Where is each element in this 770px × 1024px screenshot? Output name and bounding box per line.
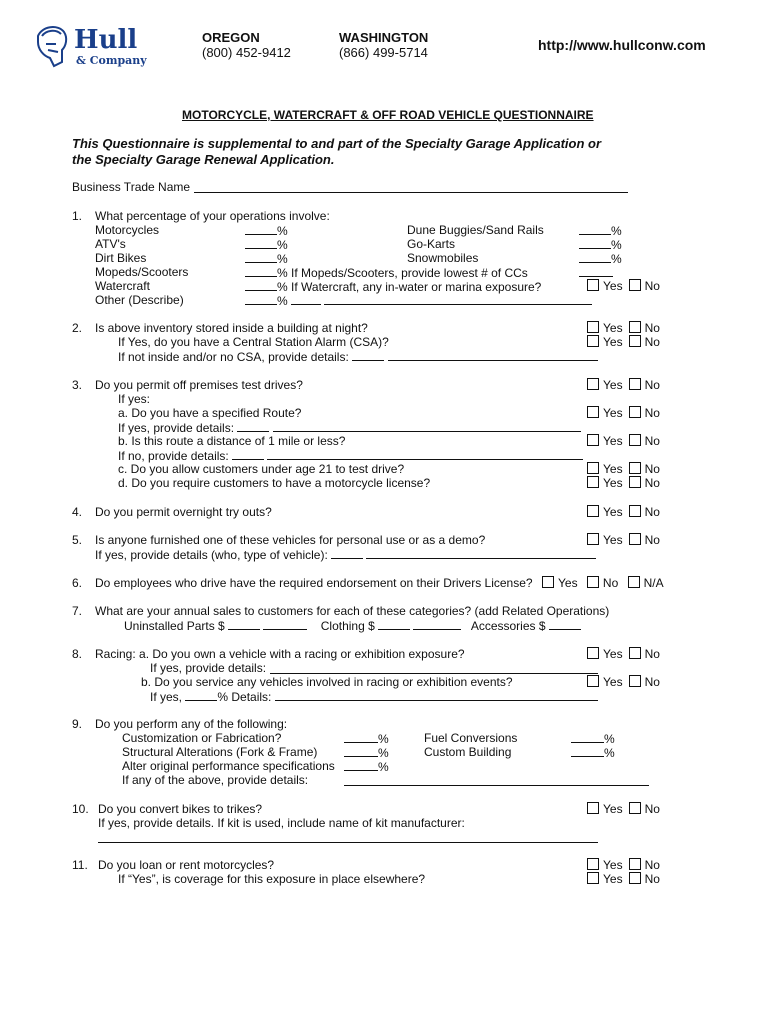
q8-b-no-checkbox[interactable] — [629, 675, 641, 687]
q1-label-go-karts: Go-Karts — [407, 237, 456, 251]
no-label: No — [644, 378, 660, 392]
q1-label-dune-buggies: Dune Buggies/Sand Rails — [407, 223, 544, 237]
no-label: No — [644, 533, 660, 547]
q9-label-alter: Alter original performance specifications — [122, 759, 335, 773]
q1-motorcycles-pct-field[interactable] — [245, 223, 277, 235]
q8-a-no-checkbox[interactable] — [629, 647, 641, 659]
logo-sub-text: & Company — [76, 54, 147, 67]
q8-b-details-post: % Details: — [217, 690, 272, 704]
q11-elsewhere-yes-checkbox[interactable] — [587, 872, 599, 884]
yes-label: Yes — [603, 802, 623, 816]
pct-sign: % — [604, 732, 615, 746]
q8-a-details-label: If yes, provide details: — [150, 661, 267, 675]
q1-other-pct-field[interactable] — [245, 293, 277, 305]
yes-label: Yes — [603, 476, 623, 490]
q1-snowmobiles-pct-field[interactable] — [579, 251, 611, 263]
oregon-phone: (800) 452-9412 — [202, 45, 291, 60]
q9-details-label: If any of the above, provide details: — [122, 773, 309, 787]
q2-number: 2. — [72, 321, 83, 335]
q3-d-no-checkbox[interactable] — [629, 476, 641, 488]
q10-no-checkbox[interactable] — [629, 802, 641, 814]
q1-watercraft-yes-checkbox[interactable] — [587, 279, 599, 291]
q1-label-mopeds: Mopeds/Scooters — [95, 265, 189, 279]
oregon-label: OREGON — [202, 30, 260, 45]
website-link[interactable]: http://www.hullconw.com — [538, 37, 706, 53]
helmet-figure-icon — [32, 22, 162, 70]
q2-sub1: If Yes, do you have a Central Station Alarm (CSA)? — [118, 335, 389, 349]
business-name-field[interactable] — [194, 192, 628, 193]
q6-number: 6. — [72, 576, 83, 590]
q3-b-no-checkbox[interactable] — [629, 434, 641, 446]
no-label: No — [602, 576, 619, 590]
q2-csa-no-checkbox[interactable] — [629, 335, 641, 347]
q10-yes-checkbox[interactable] — [587, 802, 599, 814]
q11-sub: If “Yes”, is coverage for this exposure in place elsewhere? — [118, 872, 426, 886]
q1-number: 1. — [72, 209, 83, 223]
q5-yes-checkbox[interactable] — [587, 533, 599, 545]
pct-sign: % — [378, 732, 389, 746]
no-label: No — [644, 321, 660, 335]
q2-yes-checkbox[interactable] — [587, 321, 599, 333]
q2-sub2: If not inside and/or no CSA, provide details: — [118, 350, 349, 364]
q7-clothing-label: Clothing $ — [320, 619, 375, 633]
q2-no-checkbox[interactable] — [629, 321, 641, 333]
q1-atvs-pct-field[interactable] — [245, 237, 277, 249]
q1-mopeds-pct-field[interactable] — [245, 265, 277, 277]
q2-details-field-2[interactable] — [388, 349, 598, 361]
q1-lowest-cc-field[interactable] — [579, 265, 613, 277]
q3-c-text: c. Do you allow customers under age 21 to test drive? — [118, 462, 405, 476]
q5-details-field-2[interactable] — [366, 547, 596, 559]
q11-yes-checkbox[interactable] — [587, 858, 599, 870]
q2-details-field[interactable] — [352, 349, 384, 361]
pct-sign: % — [611, 224, 622, 238]
q1-other-describe-field-2[interactable] — [324, 293, 592, 305]
q3-ifyes: If yes: — [118, 392, 151, 406]
q1-dirt-bikes-pct-field[interactable] — [245, 251, 277, 263]
q11-no-checkbox[interactable] — [629, 858, 641, 870]
q5-text: Is anyone furnished one of these vehicles for personal use or as a demo? — [95, 533, 486, 547]
q9-number: 9. — [72, 717, 83, 731]
q7-parts-field[interactable] — [228, 618, 260, 630]
pct-sign: % — [277, 294, 288, 308]
q8-b-text: b. Do you service any vehicles involved in racing or exhibition events? — [141, 675, 513, 689]
q1-dune-buggies-pct-field[interactable] — [579, 223, 611, 235]
q10-number: 10. — [72, 802, 89, 816]
q3-b-details-field-2[interactable] — [267, 448, 583, 460]
q8-b-pct-field[interactable] — [185, 689, 217, 701]
yes-label: Yes — [603, 378, 623, 392]
q7-text: What are your annual sales to customers for each of these categories? (add Related Operations) — [95, 604, 610, 618]
q3-a-details-label: If yes, provide details: — [118, 421, 235, 435]
q11-number: 11. — [72, 858, 88, 872]
q3-d-yes-checkbox[interactable] — [587, 476, 599, 488]
q1-label-dirt-bikes: Dirt Bikes — [95, 251, 147, 265]
q6-no-checkbox[interactable] — [587, 576, 599, 588]
washington-label: WASHINGTON — [339, 30, 429, 45]
pct-sign: % — [277, 266, 288, 280]
q9-label-customization: Customization or Fabrication? — [122, 731, 282, 745]
q8-a-yes-checkbox[interactable] — [587, 647, 599, 659]
yes-label: Yes — [603, 872, 623, 886]
q3-number: 3. — [72, 378, 83, 392]
no-label: No — [644, 858, 660, 872]
q9-label-structural: Structural Alterations (Fork & Frame) — [122, 745, 318, 759]
q7-accessories-field[interactable] — [549, 618, 581, 630]
q8-b-details-field[interactable] — [275, 689, 598, 701]
q7-number: 7. — [72, 604, 83, 618]
q3-no-checkbox[interactable] — [629, 378, 641, 390]
q2-csa-yes-checkbox[interactable] — [587, 335, 599, 347]
q4-number: 4. — [72, 505, 83, 519]
no-label: No — [644, 406, 660, 420]
no-label: No — [644, 476, 660, 490]
q9-custom-building-pct-field[interactable] — [571, 745, 604, 757]
yes-label: Yes — [603, 675, 623, 689]
q9-structural-pct-field[interactable] — [344, 745, 378, 757]
q8-text: Racing: a. Do you own a vehicle with a racing or exhibition exposure? — [95, 647, 465, 661]
q1-watercraft-no-checkbox[interactable] — [629, 279, 641, 291]
q2-text: Is above inventory stored inside a building at night? — [95, 321, 368, 335]
q3-b-text: b. Is this route a distance of 1 mile or less? — [118, 434, 346, 448]
no-label: No — [644, 462, 660, 476]
q9-fuel-pct-field[interactable] — [571, 731, 604, 743]
q8-number: 8. — [72, 647, 83, 661]
pct-sign: % — [611, 252, 622, 266]
q4-yes-checkbox[interactable] — [587, 505, 599, 517]
q9-alter-pct-field[interactable] — [344, 759, 378, 771]
yes-label: Yes — [603, 533, 623, 547]
business-name-label: Business Trade Name — [72, 180, 191, 194]
yes-label: Yes — [603, 858, 623, 872]
intro-line-1: This Questionnaire is supplemental to and part of the Specialty Garage Application or — [72, 136, 602, 151]
q6-yes-checkbox[interactable] — [542, 576, 554, 588]
no-label: No — [644, 434, 660, 448]
pct-sign: % — [378, 746, 389, 760]
q9-text: Do you perform any of the following: — [95, 717, 288, 731]
q3-b-details-field[interactable] — [232, 448, 264, 460]
q3-d-text: d. Do you require customers to have a motorcycle license? — [118, 476, 431, 490]
q6-text: Do employees who drive have the required endorsement on their Drivers License? — [95, 576, 533, 590]
q4-no-checkbox[interactable] — [629, 505, 641, 517]
q11-text: Do you loan or rent motorcycles? — [98, 858, 275, 872]
yes-label: Yes — [603, 335, 623, 349]
intro-line-2: the Specialty Garage Renewal Application. — [72, 152, 335, 167]
yes-label: Yes — [603, 406, 623, 420]
q1-go-karts-pct-field[interactable] — [579, 237, 611, 249]
q1-label-snowmobiles: Snowmobiles — [407, 251, 479, 265]
yes-label: Yes — [603, 647, 623, 661]
no-label: No — [644, 335, 660, 349]
pct-sign: % — [277, 280, 288, 294]
q9-label-custom-building: Custom Building — [424, 745, 512, 759]
q3-a-details-field-2[interactable] — [273, 420, 581, 432]
q1-label-atvs: ATV's — [95, 237, 126, 251]
pct-sign: % — [611, 238, 622, 252]
q7-clothing-field[interactable] — [378, 618, 410, 630]
q3-text: Do you permit off premises test drives? — [95, 378, 303, 392]
q11-elsewhere-no-checkbox[interactable] — [629, 872, 641, 884]
q9-details-field[interactable] — [344, 785, 649, 786]
q1-watercraft-pct-field[interactable] — [245, 279, 277, 291]
q8-b-yes-checkbox[interactable] — [587, 675, 599, 687]
no-label: No — [644, 279, 660, 293]
q5-no-checkbox[interactable] — [629, 533, 641, 545]
q6-na-checkbox[interactable] — [628, 576, 640, 588]
q8-b-details-pre: If yes, — [150, 690, 183, 704]
q7-parts-label: Uninstalled Parts $ — [124, 619, 225, 633]
pct-sign: % — [277, 224, 288, 238]
q5-number: 5. — [72, 533, 83, 547]
company-logo — [32, 22, 162, 70]
q7-clothing-field-2[interactable] — [413, 618, 461, 630]
q10-sub: If yes, provide details. If kit is used, include name of kit manufacturer: — [98, 816, 465, 830]
yes-label: Yes — [603, 462, 623, 476]
q10-details-field[interactable] — [98, 842, 598, 843]
form-title: MOTORCYCLE, WATERCRAFT & OFF ROAD VEHICLE QUESTIONNAIRE — [182, 108, 594, 122]
yes-label: Yes — [603, 434, 623, 448]
q3-c-no-checkbox[interactable] — [629, 462, 641, 474]
yes-label: Yes — [603, 505, 623, 519]
q10-text: Do you convert bikes to trikes? — [98, 802, 263, 816]
q3-c-yes-checkbox[interactable] — [587, 462, 599, 474]
q7-parts-field-2[interactable] — [263, 618, 307, 630]
washington-phone: (866) 499-5714 — [339, 45, 428, 60]
na-label: N/A — [643, 576, 664, 590]
q3-a-yes-checkbox[interactable] — [587, 406, 599, 418]
q1-watercraft-note: If Watercraft, any in-water or marina exposure? — [291, 280, 542, 294]
yes-label: Yes — [603, 321, 623, 335]
q1-text: What percentage of your operations involve: — [95, 209, 330, 223]
q3-b-yes-checkbox[interactable] — [587, 434, 599, 446]
q3-b-details-label: If no, provide details: — [118, 449, 229, 463]
pct-sign: % — [604, 746, 615, 760]
no-label: No — [644, 872, 660, 886]
no-label: No — [644, 802, 660, 816]
no-label: No — [644, 675, 660, 689]
q5-details-field[interactable] — [331, 547, 363, 559]
q7-accessories-label: Accessories $ — [470, 619, 546, 633]
yes-label: Yes — [558, 576, 578, 590]
q1-other-describe-field[interactable] — [291, 293, 321, 305]
yes-label: Yes — [603, 279, 623, 293]
pct-sign: % — [277, 252, 288, 266]
q1-label-motorcycles: Motorcycles — [95, 223, 160, 237]
pct-sign: % — [277, 238, 288, 252]
q1-label-other: Other (Describe) — [95, 293, 184, 307]
q9-label-fuel: Fuel Conversions — [424, 731, 518, 745]
pct-sign: % — [378, 760, 389, 774]
q3-a-no-checkbox[interactable] — [629, 406, 641, 418]
q4-text: Do you permit overnight try outs? — [95, 505, 272, 519]
q3-a-details-field[interactable] — [237, 420, 269, 432]
no-label: No — [644, 647, 660, 661]
q8-a-details-field[interactable] — [270, 673, 598, 674]
q1-label-watercraft: Watercraft — [95, 279, 150, 293]
q3-yes-checkbox[interactable] — [587, 378, 599, 390]
no-label: No — [644, 505, 660, 519]
q1-mopeds-note: If Mopeds/Scooters, provide lowest # of CCs — [291, 266, 528, 280]
q3-a-text: a. Do you have a specified Route? — [118, 406, 302, 420]
logo-main-text: Hull — [74, 25, 138, 55]
q5-sub: If yes, provide details (who, type of vehicle): — [95, 548, 328, 562]
q9-customization-pct-field[interactable] — [344, 731, 378, 743]
